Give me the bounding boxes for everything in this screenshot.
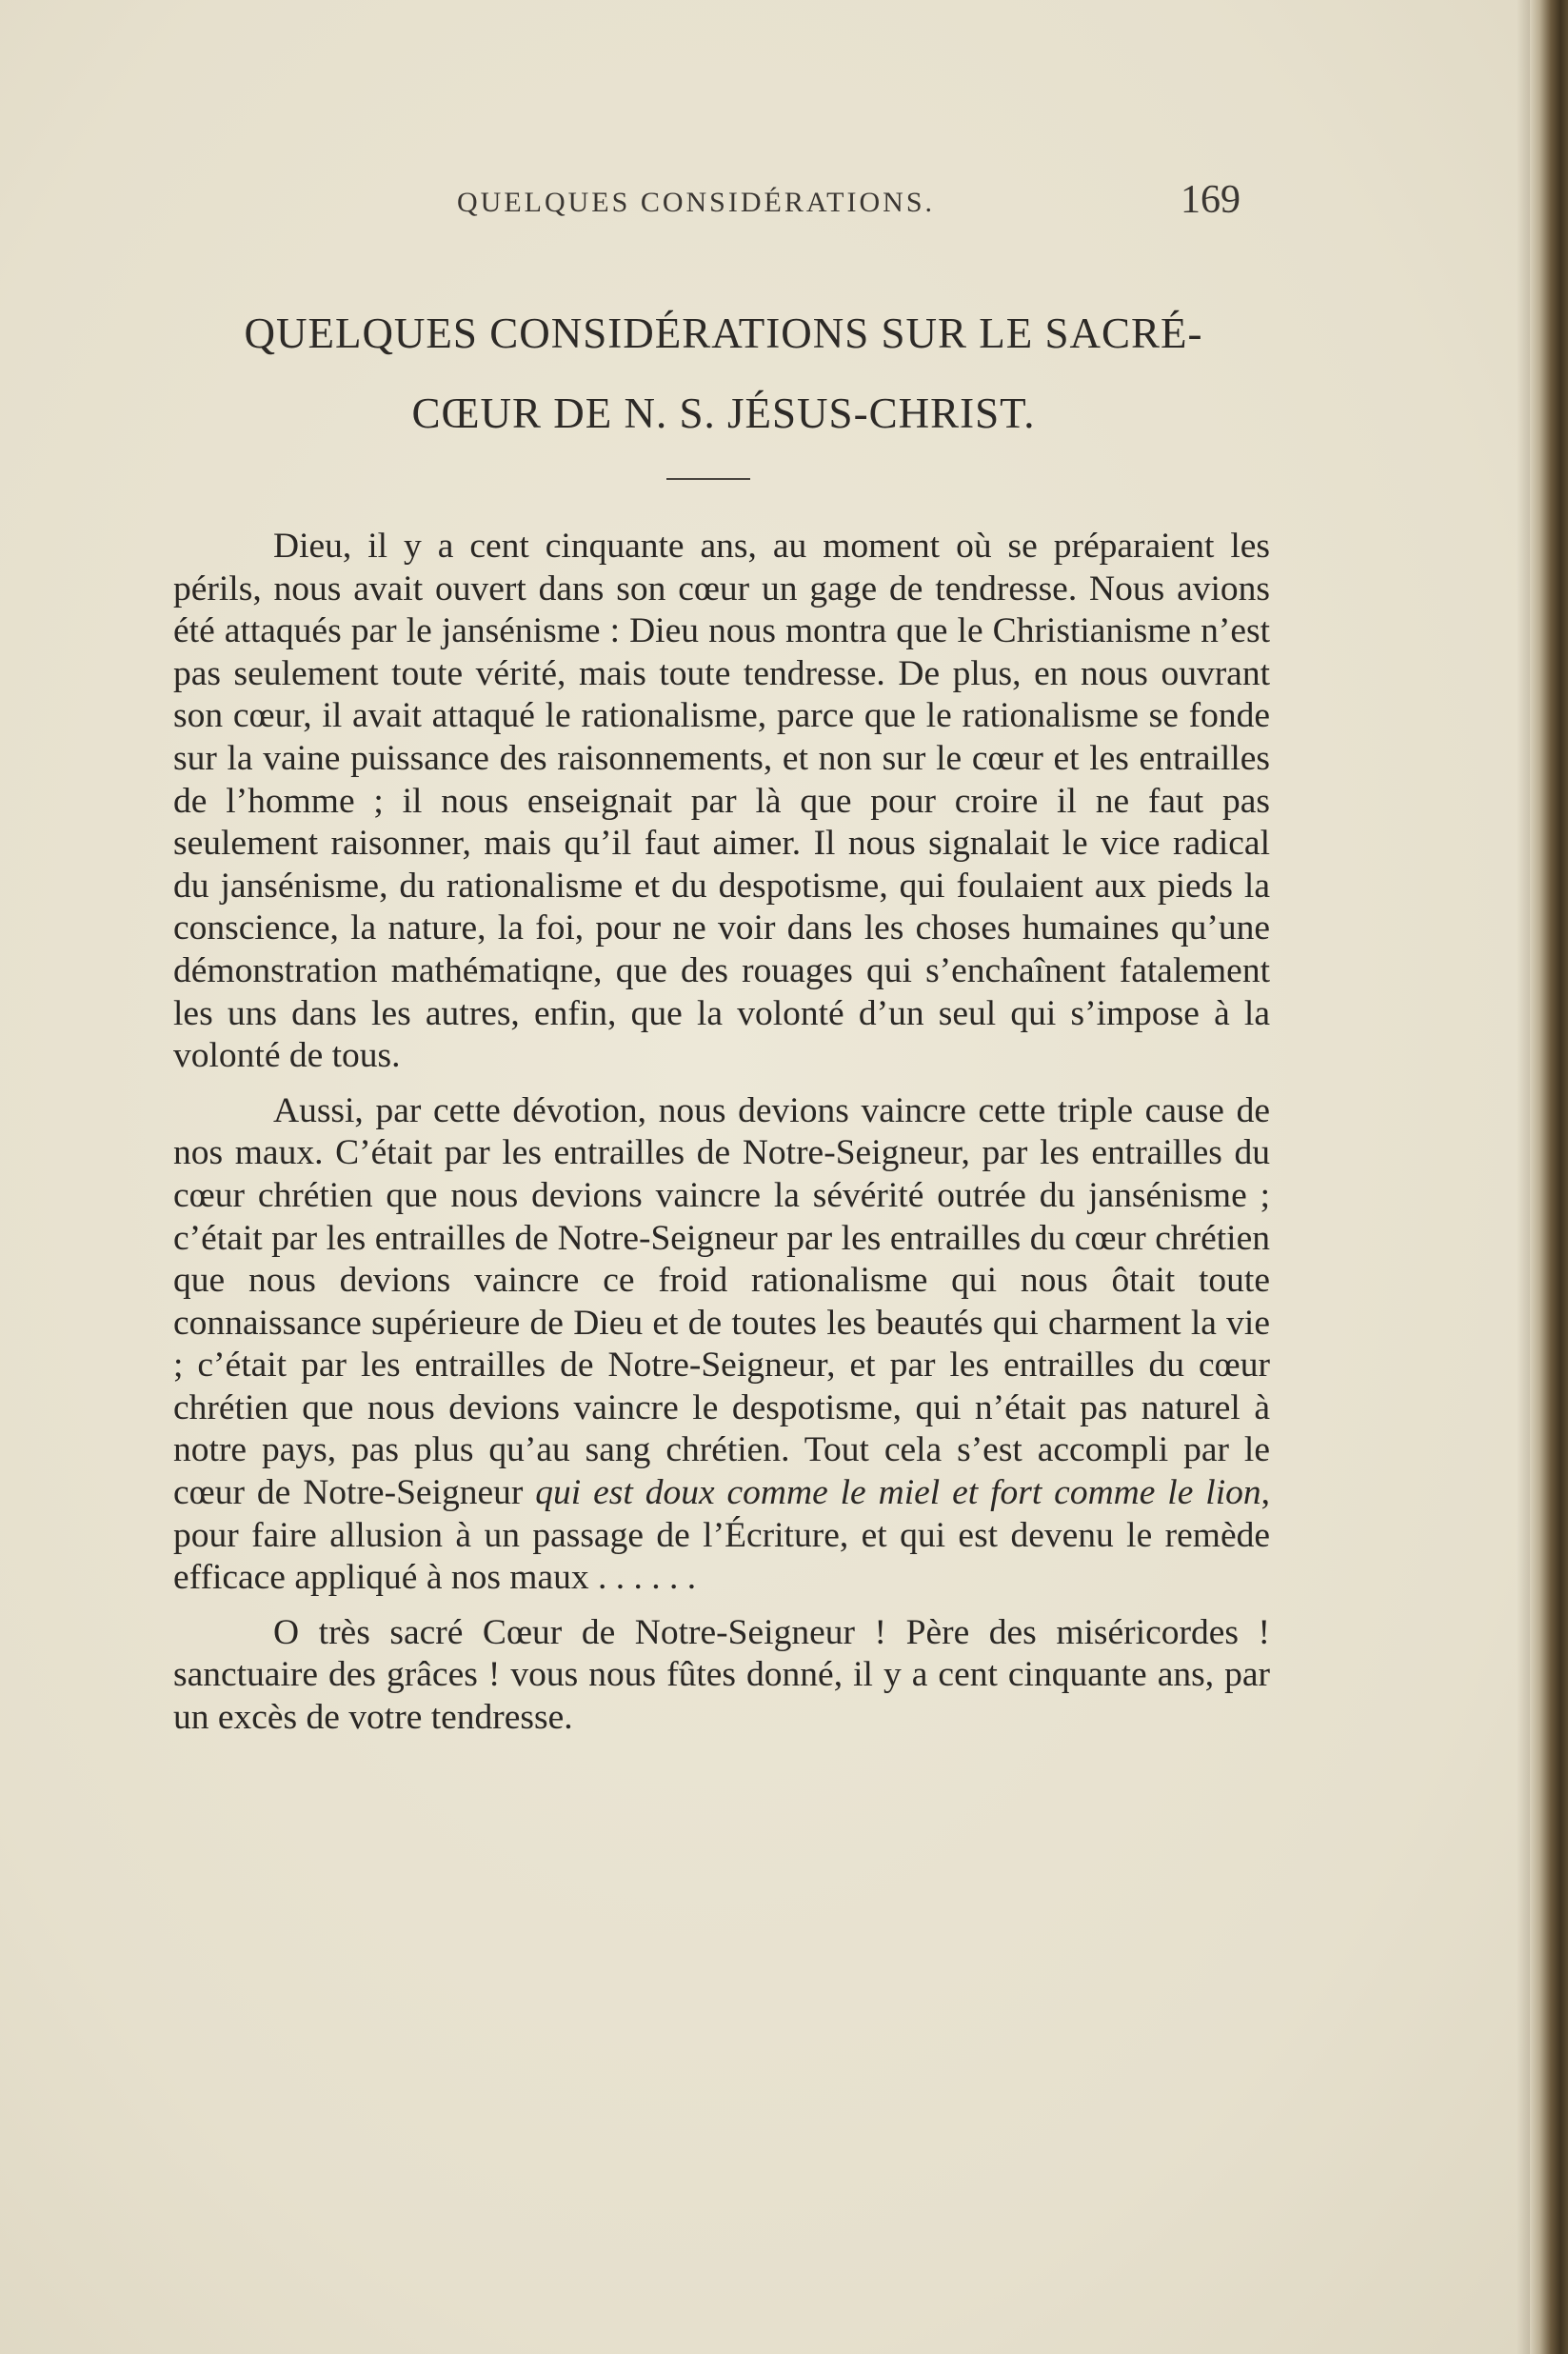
chapter-title: [167, 293, 1280, 453]
paragraph-2-text-b: , pour faire allusion à un passage de l’Écriture, et qui est devenu le remède efficace appliqué à nos maux . . . . . .: [173, 1473, 1270, 1598]
body-text: [173, 526, 1270, 1740]
chapter-title-line-1: QUELQUES CONSIDÉRATIONS SUR LE SACRÉ-: [244, 309, 1203, 357]
paragraph-2: [173, 1090, 1270, 1600]
paragraph-3: O très sacré Cœur de Notre-Seigneur ! Père des miséricordes ! sanctuaire des grâces ! vous nous fûtes donné, il y a cent cinquante ans, par un excès de votre tendresse.: [173, 1612, 1270, 1738]
page-number: 169: [1181, 178, 1241, 222]
book-spine: [1530, 0, 1568, 2354]
paragraph-1: Dieu, il y a cent cinquante ans, au moment où se préparaient les périls, nous avait ouvert dans son cœur un gage de tendresse. Nous avions été attaqués par le jansénisme : Dieu nous montra que le Christianisme n’est pas seulement toute vérité, mais toute tendresse. De plus, en nous ouvrant son cœur, il avait attaqué le rationalisme, parce que le rationalisme se fonde sur la vaine puissance des raisonnements, et non sur le cœur et les entrailles de l’homme ; il nous enseignait par là que pour croire il ne faut pas seulement raisonner, mais qu’il faut aimer. Il nous signalait le vice radical du jansénisme, du rationalisme et du despotisme, qui foulaient aux pieds la conscience, la nature, la foi, pour ne voir dans les choses humaines qu’une démonstration mathématiqne, que des rouages qui s’enchaînent fatalement les uns dans les autres, enfin, que la volonté d’un seul qui s’impose à la volonté de tous.: [173, 527, 1270, 1076]
page-gutter-shadow: [1517, 0, 1530, 2354]
paragraph-2-italic-quote: qui est doux comme le miel et fort comme le lion: [535, 1473, 1261, 1513]
chapter-title-line-2: CŒUR DE N. S. JÉSUS-CHRIST.: [411, 389, 1036, 437]
title-divider-rule: [666, 478, 750, 480]
paragraph-2-text-a: Aussi, par cette dévotion, nous devions vaincre cette triple cause de nos maux. C’était par les entrailles de Notre-Seigneur, par les entrailles du cœur chrétien que nous devions vaincre la sévérité outrée du jansénisme ; c’était par les entrailles de Notre-Seigneur par les entrailles du cœur chrétien que nous devions vaincre ce froid rationalisme qui nous ôtait toute connaissance supérieure de Dieu et de toutes les beautés qui charment la vie ; c’était par les entrailles de Notre-Seigneur, et par les entrailles du cœur chrétien que nous devions vaincre le despotisme, qui n’était pas naturel à notre pays, pas plus qu’au sang chrétien. Tout cela s’est accompli par le cœur de Notre-Seigneur: [173, 1090, 1270, 1513]
running-head: QUELQUES CONSIDÉRATIONS.: [457, 187, 936, 218]
